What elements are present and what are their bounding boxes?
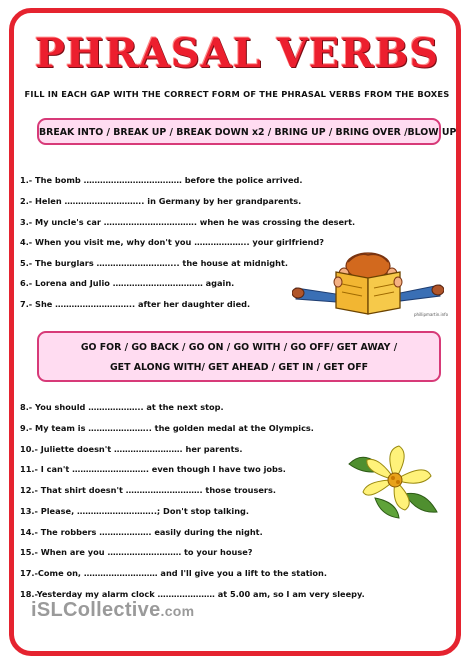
exercise-item: 9.- My team is ………………….. the golden medal at the Olympics.	[20, 423, 314, 433]
instructions: FILL IN EACH GAP WITH THE CORRECT FORM OF THE PHRASAL VERBS FROM THE BOXES	[24, 89, 450, 99]
exercise-item: 6.- Lorena and Julio …………………………… again.	[20, 278, 235, 288]
exercise-item: 3.- My uncle's car ……………………………. when he was crossing the desert.	[20, 217, 356, 227]
exercise-item: 12.- That shirt doesn't ………………………. those trousers.	[20, 485, 276, 495]
page-title: PHRASAL VERBS	[34, 30, 440, 77]
verb-box-2-line-1: GO FOR / GO BACK / GO ON / GO WITH / GO OFF/ GET AWAY /	[80, 342, 398, 353]
verb-box-2-line-2: GET ALONG WITH/ GET AHEAD / GET IN / GET OFF	[109, 362, 369, 373]
exercise-item: 8.- You should ……………….. at the next stop.	[20, 402, 224, 412]
exercise-item: 4.- When you visit me, why don't you ……………….. your girlfriend?	[20, 237, 325, 247]
exercise-item: 17.-Come on, ……………………… and I'll give you a lift to the station.	[20, 568, 327, 578]
exercise-item: 11.- I can't ………………………. even though I have two jobs.	[20, 464, 286, 474]
exercise-item: 13.- Please, ………………………..; Don't stop talking.	[20, 506, 249, 516]
verb-box-1-text: BREAK INTO / BREAK UP / BREAK DOWN x2 / BRING UP / BRING OVER /BLOW UP	[39, 127, 457, 138]
reading-boy-illustration	[292, 252, 444, 316]
watermark-name: iSLCollective	[31, 599, 161, 621]
exercise-item: 7.- She ……………………….. after her daughter died.	[20, 299, 251, 309]
exercise-item: 1.- The bomb ……………………………… before the police arrived.	[20, 175, 303, 185]
watermark-domain: .com	[160, 603, 195, 619]
clipart-credit: phillipmartin.info	[414, 312, 449, 317]
exercise-item: 10.- Juliette doesn't ……………………. her parents.	[20, 444, 243, 454]
exercise-item: 2.- Helen ……………………….. in Germany by her grandparents.	[20, 196, 302, 206]
exercise-item: 5.- The burglars ………………………... the house at midnight.	[20, 258, 288, 268]
exercise-item: 18.-Yesterday my alarm clock ………………… at 5.00 am, so I am very sleepy.	[20, 589, 365, 599]
verb-box-2	[37, 331, 441, 382]
flower-illustration	[345, 442, 441, 522]
verb-box-1	[37, 118, 457, 145]
exercise-item: 14.- The robbers ………………. easily during the night.	[20, 527, 263, 537]
exercise-item: 15.- When are you ……………………… to your house?	[20, 547, 253, 557]
site-watermark	[31, 599, 194, 622]
